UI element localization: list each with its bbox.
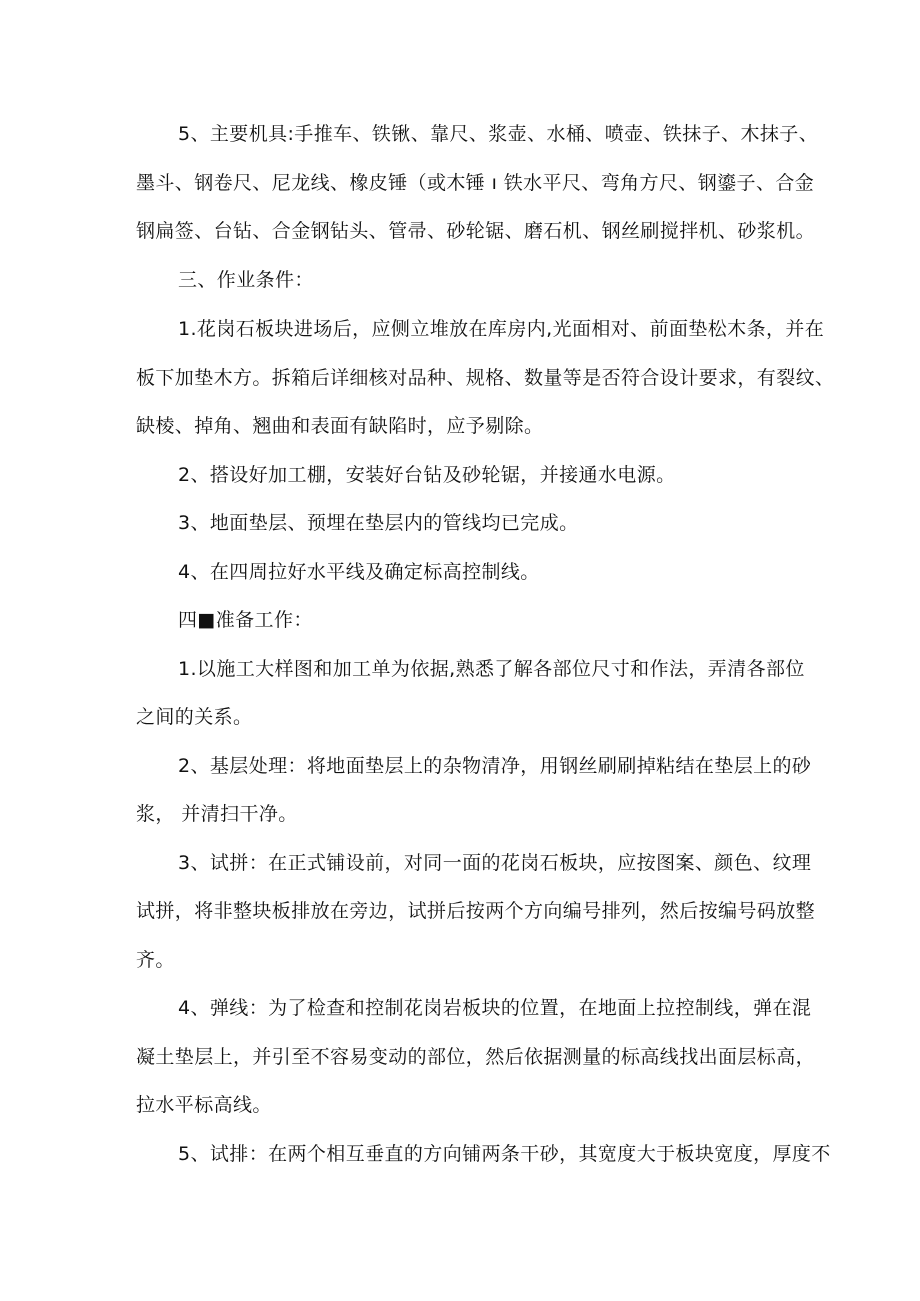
text-line: 2、搭设好加工棚，安装好台钻及砂轮锯，并接通水电源。 <box>178 464 676 486</box>
text-line: 3、地面垫层、预埋在垫层内的管线均已完成。 <box>178 512 579 534</box>
text-line: 4、在四周拉好水平线及确定标高控制线。 <box>178 561 540 583</box>
text-line: 试拼，将非整块板排放在旁边，试拼后按两个方向编号排列，然后按编号码放整 <box>136 900 816 922</box>
section-heading: 三、作业条件： <box>178 269 314 291</box>
text-line: 齐。 <box>136 949 175 971</box>
text-line: 墨斗、钢卷尺、尼龙线、橡皮锤（或木锤 ı 铁水平尺、弯角方尺、钢鎏子、合金 <box>136 172 815 194</box>
text-line: 5、主要机具:手推车、铁锹、靠尺、浆壶、水桶、喷壶、铁抹子、木抹子、 <box>178 123 819 145</box>
text-line: 拉水平标高线。 <box>136 1094 272 1116</box>
text-line: 板下加垫木方。拆箱后详细核对品种、规格、数量等是否符合设计要求，有裂纹、 <box>136 367 835 389</box>
section-heading: 四■准备工作： <box>178 609 313 631</box>
text-line: 2、基层处理：将地面垫层上的杂物清净，用钢丝刷刷掉粘结在垫层上的砂 <box>178 755 812 777</box>
text-line: 3、试拼：在正式铺设前，对同一面的花岗石板块，应按图案、颜色、纹理 <box>178 852 812 874</box>
text-line: 1.花岗石板块进场后，应侧立堆放在库房内,光面相对、前面垫松木条，并在 <box>178 318 825 340</box>
text-line: 凝土垫层上，并引至不容易变动的部位，然后依据测量的标高线找出面层标高， <box>136 1046 816 1068</box>
text-line: 缺棱、掉角、翘曲和表面有缺陷时，应予剔除。 <box>136 415 544 437</box>
text-line: 5、试排：在两个相互垂直的方向铺两条干砂，其宽度大于板块宽度，厚度不 <box>178 1143 831 1165</box>
text-line: 4、弹线：为了检查和控制花岗岩板块的位置，在地面上拉控制线，弹在混 <box>178 997 812 1019</box>
text-line: 之间的关系。 <box>136 706 253 728</box>
text-line: 1.以施工大样图和加工单为依据,熟悉了解各部位尺寸和作法，弄清各部位 <box>178 658 805 680</box>
text-line: 浆， 并清扫干净。 <box>136 803 298 825</box>
text-line: 钢扁签、台钻、合金钢钻头、管帚、砂轮锯、磨石机、钢丝刷搅拌机、砂浆机。 <box>136 220 816 242</box>
